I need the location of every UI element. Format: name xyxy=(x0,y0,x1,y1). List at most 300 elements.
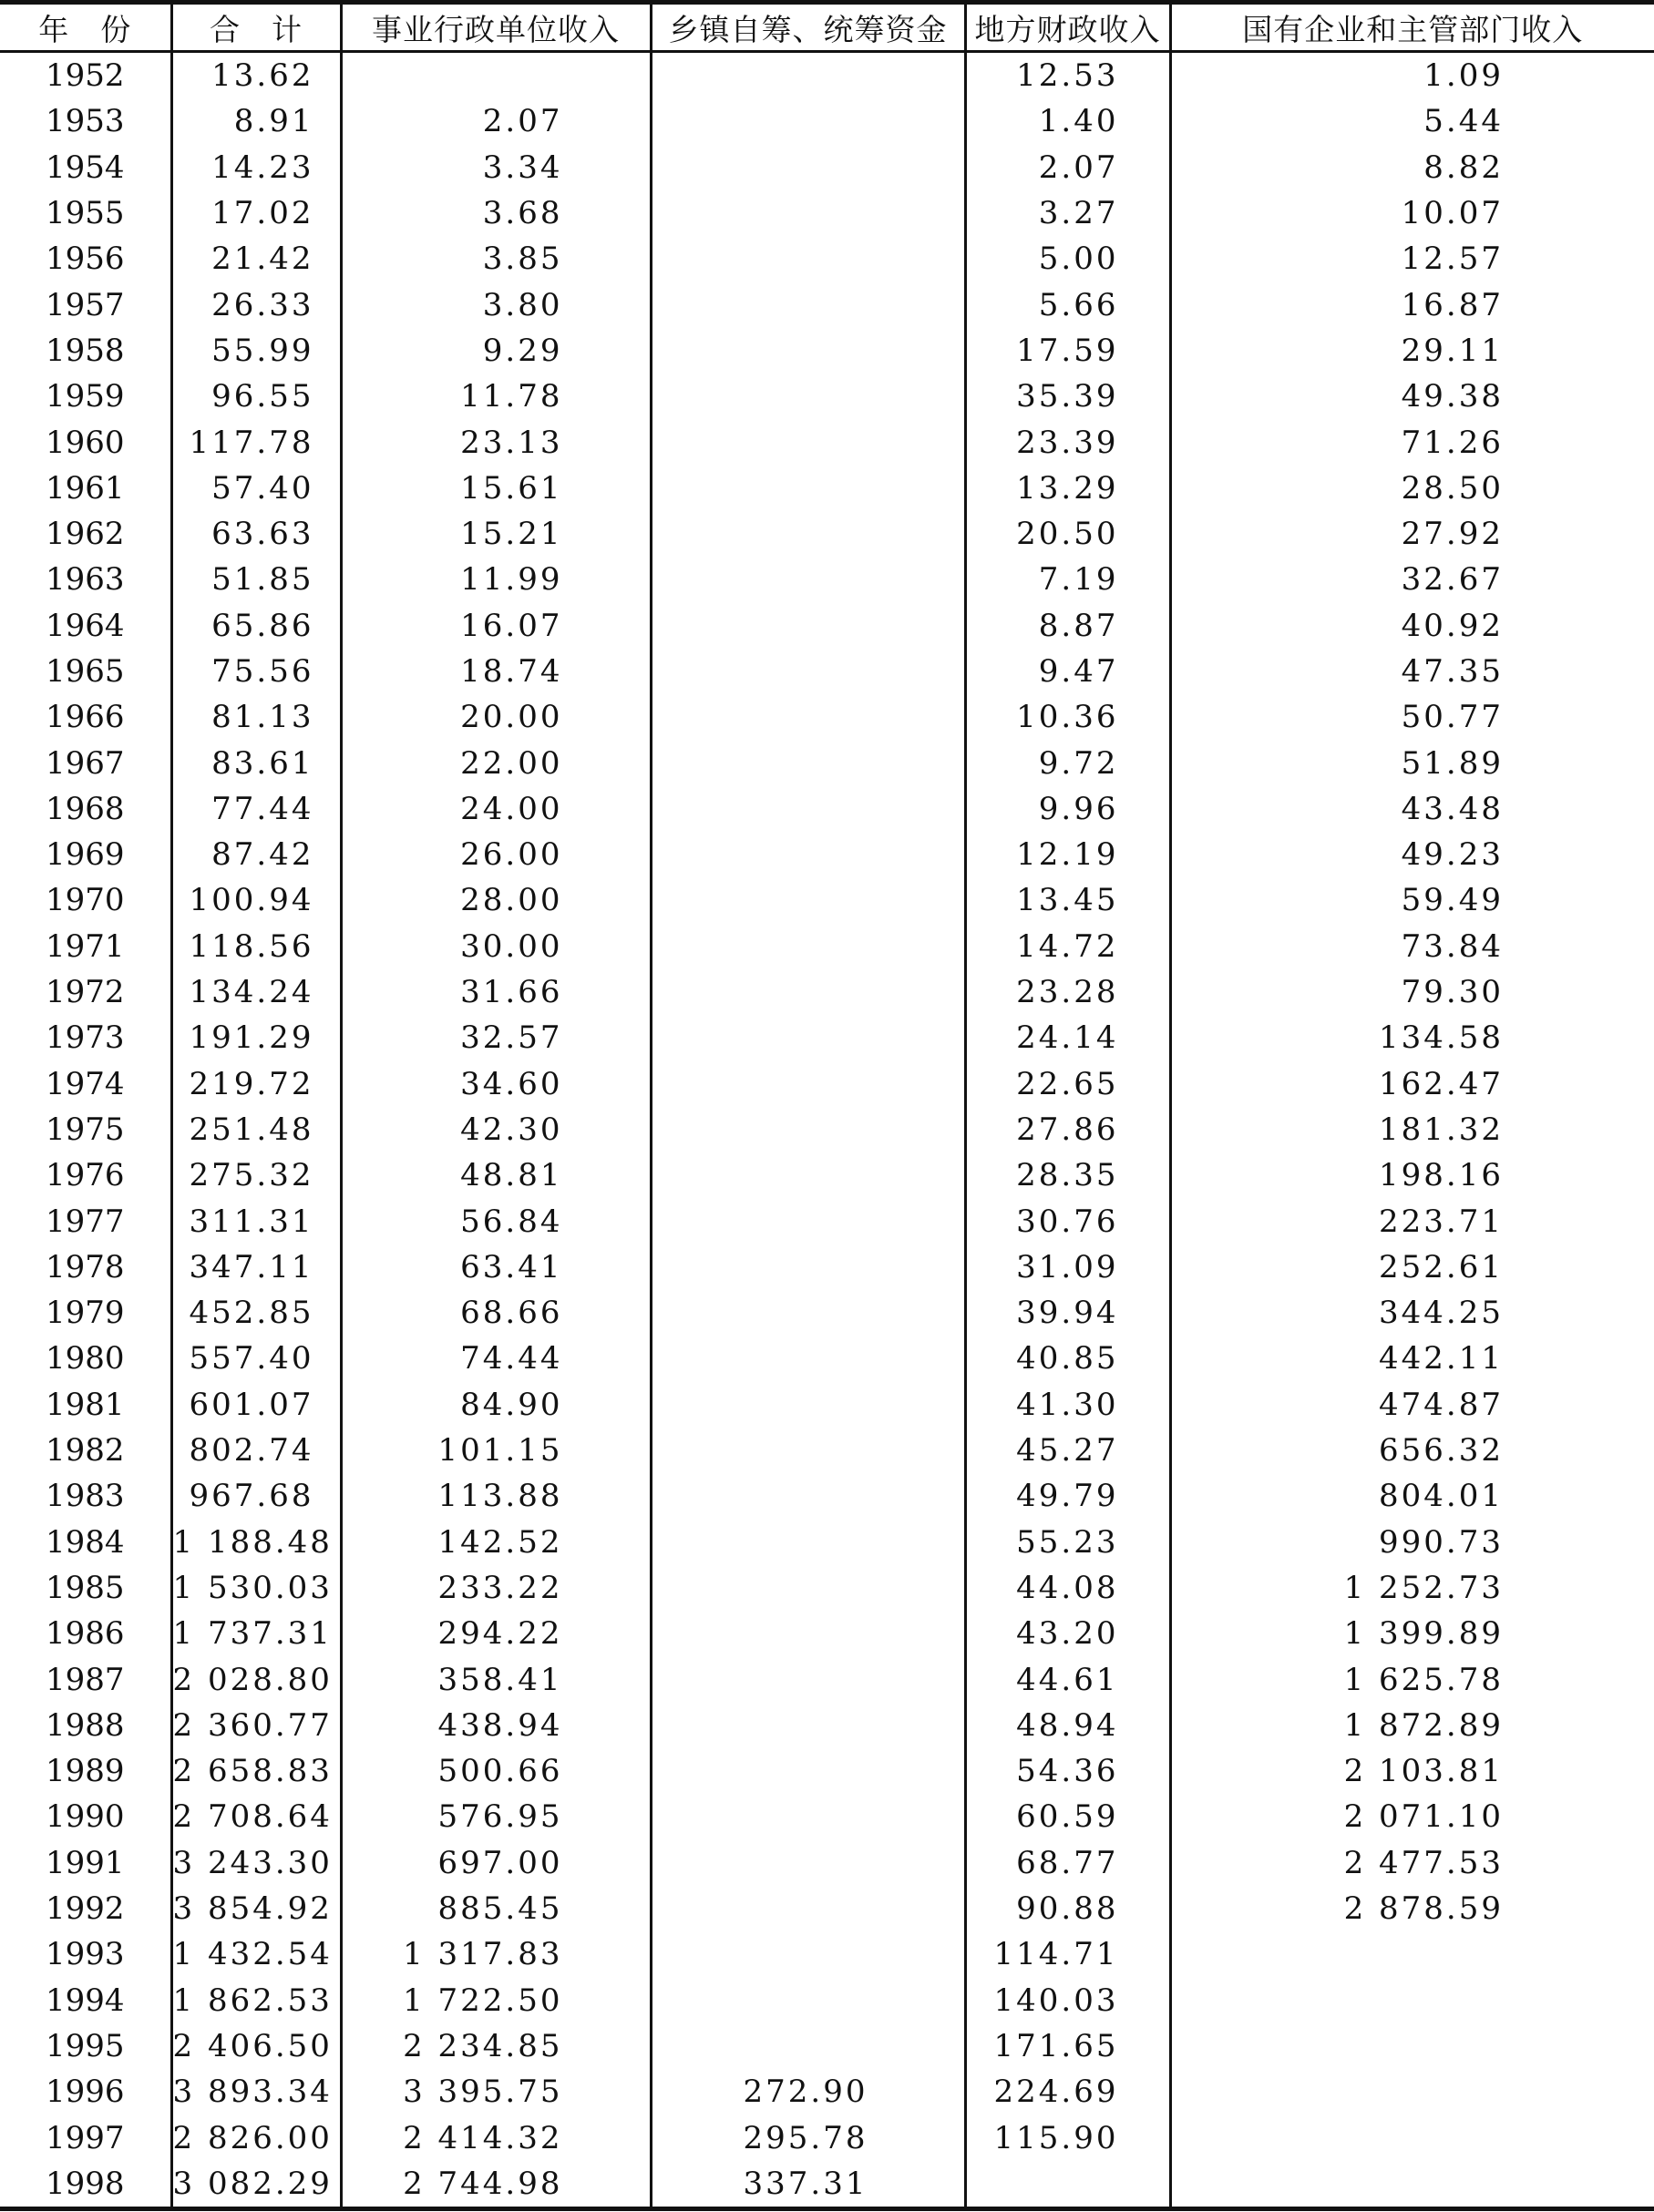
cell-township-funds xyxy=(651,236,965,282)
cell-institution-income: 294.22 xyxy=(341,1611,651,1656)
table-row xyxy=(0,1794,1654,1839)
cell-institution-income: 500.66 xyxy=(341,1748,651,1794)
cell-local-fiscal-income: 28.35 xyxy=(965,1152,1170,1198)
cell-township-funds xyxy=(651,740,965,785)
cell-soe-income: 40.92 xyxy=(1170,603,1654,649)
cell-total: 2 708.64 xyxy=(171,1794,341,1839)
cell-township-funds xyxy=(651,786,965,832)
cell-year: 1974 xyxy=(45,1065,125,1102)
table-row xyxy=(0,969,1654,1015)
cell-township-funds xyxy=(651,52,965,99)
cell-local-fiscal-income: 45.27 xyxy=(965,1428,1170,1473)
cell-soe-income: 2 477.53 xyxy=(1170,1840,1654,1886)
table-row xyxy=(0,786,1654,832)
cell-soe-income: 134.58 xyxy=(1170,1015,1654,1060)
cell-local-fiscal-income: 40.85 xyxy=(965,1336,1170,1381)
cell-total: 77.44 xyxy=(171,786,341,832)
table-row xyxy=(0,374,1654,419)
table-row xyxy=(0,1656,1654,1702)
cell-year: 1990 xyxy=(45,1798,125,1836)
cell-local-fiscal-income: 8.87 xyxy=(965,603,1170,649)
cell-institution-income: 233.22 xyxy=(341,1565,651,1611)
cell-township-funds xyxy=(651,649,965,694)
cell-township-funds xyxy=(651,1107,965,1152)
cell-institution-income: 9.29 xyxy=(341,328,651,374)
cell-institution-income: 3.34 xyxy=(341,145,651,190)
table-row xyxy=(0,1840,1654,1886)
cell-total: 967.68 xyxy=(171,1473,341,1519)
cell-soe-income: 181.32 xyxy=(1170,1107,1654,1152)
cell-township-funds xyxy=(651,98,965,144)
cell-total: 219.72 xyxy=(171,1061,341,1107)
cell-year: 1986 xyxy=(45,1615,125,1653)
cell-soe-income xyxy=(1170,1931,1654,1977)
cell-township-funds: 337.31 xyxy=(651,2161,965,2209)
cell-soe-income: 79.30 xyxy=(1170,969,1654,1015)
cell-institution-income: 31.66 xyxy=(341,969,651,1015)
cell-total: 8.91 xyxy=(171,98,341,144)
table-row xyxy=(0,740,1654,785)
cell-total: 452.85 xyxy=(171,1290,341,1336)
cell-soe-income: 28.50 xyxy=(1170,466,1654,511)
cell-township-funds xyxy=(651,190,965,236)
cell-soe-income: 8.82 xyxy=(1170,145,1654,190)
cell-soe-income: 252.61 xyxy=(1170,1244,1654,1290)
cell-local-fiscal-income: 9.96 xyxy=(965,786,1170,832)
cell-soe-income: 990.73 xyxy=(1170,1520,1654,1565)
table-row xyxy=(0,98,1654,144)
cell-local-fiscal-income: 9.72 xyxy=(965,740,1170,785)
cell-local-fiscal-income: 41.30 xyxy=(965,1382,1170,1428)
cell-soe-income: 47.35 xyxy=(1170,649,1654,694)
cell-institution-income: 34.60 xyxy=(341,1061,651,1107)
cell-local-fiscal-income: 13.29 xyxy=(965,466,1170,511)
cell-year: 1987 xyxy=(45,1661,125,1698)
cell-total: 134.24 xyxy=(171,969,341,1015)
cell-total: 96.55 xyxy=(171,374,341,419)
cell-township-funds xyxy=(651,694,965,740)
cell-year: 1973 xyxy=(45,1019,125,1057)
cell-local-fiscal-income: 90.88 xyxy=(965,1886,1170,1931)
cell-soe-income: 49.23 xyxy=(1170,832,1654,877)
cell-institution-income: 15.21 xyxy=(341,511,651,557)
cell-institution-income: 3.85 xyxy=(341,236,651,282)
cell-total: 1 737.31 xyxy=(171,1611,341,1656)
cell-local-fiscal-income: 13.45 xyxy=(965,877,1170,923)
cell-total: 2 406.50 xyxy=(171,2023,341,2069)
cell-local-fiscal-income: 43.20 xyxy=(965,1611,1170,1656)
table-row xyxy=(0,1336,1654,1381)
header-township-funds: 乡镇自筹、统筹资金 xyxy=(651,3,965,52)
cell-year: 1961 xyxy=(45,469,125,507)
cell-township-funds xyxy=(651,1382,965,1428)
cell-total: 1 432.54 xyxy=(171,1931,341,1977)
cell-township-funds xyxy=(651,557,965,602)
cell-year: 1985 xyxy=(45,1569,125,1606)
cell-soe-income: 656.32 xyxy=(1170,1428,1654,1473)
cell-township-funds: 272.90 xyxy=(651,2069,965,2115)
cell-soe-income xyxy=(1170,2115,1654,2160)
cell-township-funds xyxy=(651,1748,965,1794)
table-row xyxy=(0,282,1654,327)
cell-local-fiscal-income: 224.69 xyxy=(965,2069,1170,2115)
cell-total: 3 082.29 xyxy=(171,2161,341,2209)
cell-total: 118.56 xyxy=(171,924,341,969)
header-row xyxy=(0,3,1654,52)
cell-soe-income: 2 071.10 xyxy=(1170,1794,1654,1839)
cell-township-funds xyxy=(651,924,965,969)
cell-institution-income: 68.66 xyxy=(341,1290,651,1336)
cell-year: 1969 xyxy=(45,836,125,874)
cell-institution-income: 2 414.32 xyxy=(341,2115,651,2160)
cell-local-fiscal-income: 1.40 xyxy=(965,98,1170,144)
cell-institution-income: 697.00 xyxy=(341,1840,651,1886)
cell-total: 21.42 xyxy=(171,236,341,282)
cell-local-fiscal-income: 23.39 xyxy=(965,419,1170,465)
cell-soe-income: 804.01 xyxy=(1170,1473,1654,1519)
cell-year: 1957 xyxy=(45,286,125,323)
cell-total: 802.74 xyxy=(171,1428,341,1473)
cell-township-funds xyxy=(651,1840,965,1886)
cell-township-funds xyxy=(651,1473,965,1519)
table-row xyxy=(0,466,1654,511)
cell-soe-income: 162.47 xyxy=(1170,1061,1654,1107)
cell-local-fiscal-income: 5.66 xyxy=(965,282,1170,327)
table-row xyxy=(0,1473,1654,1519)
cell-soe-income: 16.87 xyxy=(1170,282,1654,327)
table-row xyxy=(0,1107,1654,1152)
cell-township-funds xyxy=(651,969,965,1015)
table-row xyxy=(0,2023,1654,2069)
cell-total: 2 826.00 xyxy=(171,2115,341,2160)
table-row xyxy=(0,1611,1654,1656)
cell-local-fiscal-income: 115.90 xyxy=(965,2115,1170,2160)
cell-institution-income: 1 722.50 xyxy=(341,1977,651,2023)
cell-year: 1980 xyxy=(45,1340,125,1377)
table-row xyxy=(0,1152,1654,1198)
cell-township-funds xyxy=(651,1977,965,2023)
cell-township-funds xyxy=(651,419,965,465)
cell-institution-income: 576.95 xyxy=(341,1794,651,1839)
cell-year: 1979 xyxy=(45,1295,125,1332)
cell-total: 251.48 xyxy=(171,1107,341,1152)
table-row xyxy=(0,2069,1654,2115)
cell-local-fiscal-income: 22.65 xyxy=(965,1061,1170,1107)
cell-institution-income: 26.00 xyxy=(341,832,651,877)
cell-soe-income xyxy=(1170,2069,1654,2115)
cell-total: 3 243.30 xyxy=(171,1840,341,1886)
cell-total: 87.42 xyxy=(171,832,341,877)
cell-institution-income: 20.00 xyxy=(341,694,651,740)
cell-local-fiscal-income: 54.36 xyxy=(965,1748,1170,1794)
cell-township-funds xyxy=(651,1198,965,1244)
cell-year: 1988 xyxy=(45,1706,125,1744)
cell-year: 1978 xyxy=(45,1248,125,1285)
cell-institution-income: 28.00 xyxy=(341,877,651,923)
cell-total: 601.07 xyxy=(171,1382,341,1428)
table-row xyxy=(0,190,1654,236)
cell-soe-income: 51.89 xyxy=(1170,740,1654,785)
cell-total: 2 658.83 xyxy=(171,1748,341,1794)
cell-total: 100.94 xyxy=(171,877,341,923)
cell-year: 1971 xyxy=(45,927,125,965)
cell-year: 1962 xyxy=(45,516,125,553)
cell-year: 1955 xyxy=(45,195,125,232)
cell-township-funds: 295.78 xyxy=(651,2115,965,2160)
cell-local-fiscal-income: 12.53 xyxy=(965,52,1170,99)
table-row xyxy=(0,649,1654,694)
cell-soe-income: 12.57 xyxy=(1170,236,1654,282)
cell-soe-income: 50.77 xyxy=(1170,694,1654,740)
cell-township-funds xyxy=(651,1290,965,1336)
cell-township-funds xyxy=(651,1656,965,1702)
table-row xyxy=(0,2161,1654,2209)
cell-soe-income xyxy=(1170,2023,1654,2069)
cell-year: 1956 xyxy=(45,241,125,278)
cell-total: 557.40 xyxy=(171,1336,341,1381)
cell-total: 1 188.48 xyxy=(171,1520,341,1565)
cell-institution-income: 48.81 xyxy=(341,1152,651,1198)
cell-soe-income: 344.25 xyxy=(1170,1290,1654,1336)
cell-institution-income: 142.52 xyxy=(341,1520,651,1565)
table-row xyxy=(0,1565,1654,1611)
cell-year: 1981 xyxy=(45,1386,125,1423)
cell-total: 2 028.80 xyxy=(171,1656,341,1702)
table-row xyxy=(0,694,1654,740)
table-row xyxy=(0,52,1654,99)
cell-year: 1952 xyxy=(45,57,125,95)
cell-institution-income: 3.68 xyxy=(341,190,651,236)
cell-local-fiscal-income: 44.08 xyxy=(965,1565,1170,1611)
cell-local-fiscal-income: 55.23 xyxy=(965,1520,1170,1565)
table-row xyxy=(0,1061,1654,1107)
table-row xyxy=(0,1703,1654,1748)
cell-institution-income: 2 744.98 xyxy=(341,2161,651,2209)
cell-year: 1995 xyxy=(45,2027,125,2064)
cell-total: 63.63 xyxy=(171,511,341,557)
cell-institution-income: 3.80 xyxy=(341,282,651,327)
cell-institution-income: 11.78 xyxy=(341,374,651,419)
cell-soe-income xyxy=(1170,1977,1654,2023)
cell-township-funds xyxy=(651,1061,965,1107)
cell-soe-income: 1 872.89 xyxy=(1170,1703,1654,1748)
cell-total: 3 854.92 xyxy=(171,1886,341,1931)
cell-institution-income: 42.30 xyxy=(341,1107,651,1152)
table-row xyxy=(0,145,1654,190)
cell-institution-income: 22.00 xyxy=(341,740,651,785)
cell-local-fiscal-income: 2.07 xyxy=(965,145,1170,190)
cell-soe-income: 73.84 xyxy=(1170,924,1654,969)
cell-local-fiscal-income: 10.36 xyxy=(965,694,1170,740)
cell-soe-income: 5.44 xyxy=(1170,98,1654,144)
cell-soe-income: 32.67 xyxy=(1170,557,1654,602)
cell-township-funds xyxy=(651,1703,965,1748)
cell-township-funds xyxy=(651,1520,965,1565)
cell-year: 1984 xyxy=(45,1523,125,1561)
cell-local-fiscal-income: 49.79 xyxy=(965,1473,1170,1519)
table-row xyxy=(0,1977,1654,2023)
table-row xyxy=(0,557,1654,602)
cell-year: 1977 xyxy=(45,1203,125,1240)
table-row xyxy=(0,1198,1654,1244)
cell-township-funds xyxy=(651,466,965,511)
cell-local-fiscal-income: 35.39 xyxy=(965,374,1170,419)
cell-institution-income: 101.15 xyxy=(341,1428,651,1473)
cell-institution-income: 438.94 xyxy=(341,1703,651,1748)
cell-township-funds xyxy=(651,374,965,419)
cell-local-fiscal-income: 27.86 xyxy=(965,1107,1170,1152)
cell-soe-income: 474.87 xyxy=(1170,1382,1654,1428)
cell-local-fiscal-income: 171.65 xyxy=(965,2023,1170,2069)
table-row xyxy=(0,1290,1654,1336)
table-body xyxy=(0,52,1654,2209)
cell-local-fiscal-income: 17.59 xyxy=(965,328,1170,374)
cell-total: 191.29 xyxy=(171,1015,341,1060)
cell-local-fiscal-income: 12.19 xyxy=(965,832,1170,877)
cell-year: 1996 xyxy=(45,2074,125,2111)
cell-total: 2 360.77 xyxy=(171,1703,341,1748)
cell-township-funds xyxy=(651,1152,965,1198)
cell-soe-income: 1 252.73 xyxy=(1170,1565,1654,1611)
cell-year: 1991 xyxy=(45,1844,125,1881)
cell-total: 3 893.34 xyxy=(171,2069,341,2115)
cell-local-fiscal-income: 30.76 xyxy=(965,1198,1170,1244)
cell-local-fiscal-income: 9.47 xyxy=(965,649,1170,694)
cell-total: 17.02 xyxy=(171,190,341,236)
cell-institution-income: 18.74 xyxy=(341,649,651,694)
header-institution-income: 事业行政单位收入 xyxy=(341,3,651,52)
cell-total: 13.62 xyxy=(171,52,341,99)
cell-year: 1998 xyxy=(45,2165,125,2202)
cell-township-funds xyxy=(651,832,965,877)
cell-soe-income: 1 625.78 xyxy=(1170,1656,1654,1702)
table-row xyxy=(0,511,1654,557)
table-row xyxy=(0,236,1654,282)
cell-township-funds xyxy=(651,1428,965,1473)
cell-institution-income: 113.88 xyxy=(341,1473,651,1519)
cell-institution-income: 16.07 xyxy=(341,603,651,649)
cell-institution-income xyxy=(341,52,651,99)
cell-institution-income: 24.00 xyxy=(341,786,651,832)
table-row xyxy=(0,924,1654,969)
cell-institution-income: 358.41 xyxy=(341,1656,651,1702)
cell-township-funds xyxy=(651,1886,965,1931)
cell-total: 14.23 xyxy=(171,145,341,190)
cell-township-funds xyxy=(651,1794,965,1839)
cell-year: 1997 xyxy=(45,2119,125,2156)
cell-year: 1994 xyxy=(45,1982,125,2019)
cell-institution-income: 11.99 xyxy=(341,557,651,602)
cell-total: 275.32 xyxy=(171,1152,341,1198)
cell-soe-income: 1.09 xyxy=(1170,52,1654,99)
cell-year: 1993 xyxy=(45,1936,125,1973)
cell-township-funds xyxy=(651,282,965,327)
cell-township-funds xyxy=(651,1565,965,1611)
table-row xyxy=(0,1931,1654,1977)
cell-institution-income: 56.84 xyxy=(341,1198,651,1244)
cell-soe-income: 1 399.89 xyxy=(1170,1611,1654,1656)
table-row xyxy=(0,328,1654,374)
cell-year: 1958 xyxy=(45,332,125,369)
table-row xyxy=(0,419,1654,465)
header-local-fiscal-income: 地方财政收入 xyxy=(965,3,1170,52)
cell-year: 1989 xyxy=(45,1753,125,1790)
cell-soe-income: 71.26 xyxy=(1170,419,1654,465)
cell-total: 57.40 xyxy=(171,466,341,511)
cell-year: 1954 xyxy=(45,148,125,186)
cell-institution-income: 63.41 xyxy=(341,1244,651,1290)
cell-year: 1966 xyxy=(45,699,125,736)
cell-institution-income: 1 317.83 xyxy=(341,1931,651,1977)
cell-total: 117.78 xyxy=(171,419,341,465)
cell-total: 26.33 xyxy=(171,282,341,327)
cell-institution-income: 2.07 xyxy=(341,98,651,144)
table-row xyxy=(0,603,1654,649)
cell-year: 1972 xyxy=(45,974,125,1011)
cell-soe-income: 10.07 xyxy=(1170,190,1654,236)
cell-township-funds xyxy=(651,877,965,923)
cell-soe-income: 27.92 xyxy=(1170,511,1654,557)
cell-institution-income: 23.13 xyxy=(341,419,651,465)
cell-total: 1 530.03 xyxy=(171,1565,341,1611)
cell-local-fiscal-income: 24.14 xyxy=(965,1015,1170,1060)
cell-township-funds xyxy=(651,1244,965,1290)
cell-local-fiscal-income: 5.00 xyxy=(965,236,1170,282)
cell-soe-income: 2 103.81 xyxy=(1170,1748,1654,1794)
cell-institution-income: 15.61 xyxy=(341,466,651,511)
cell-total: 347.11 xyxy=(171,1244,341,1290)
cell-total: 51.85 xyxy=(171,557,341,602)
cell-institution-income: 84.90 xyxy=(341,1382,651,1428)
header-total: 合 计 xyxy=(171,3,341,52)
cell-institution-income: 30.00 xyxy=(341,924,651,969)
cell-township-funds xyxy=(651,328,965,374)
cell-total: 55.99 xyxy=(171,328,341,374)
table-row xyxy=(0,1748,1654,1794)
cell-total: 81.13 xyxy=(171,694,341,740)
cell-institution-income: 885.45 xyxy=(341,1886,651,1931)
table-row xyxy=(0,1520,1654,1565)
cell-soe-income: 29.11 xyxy=(1170,328,1654,374)
table-row xyxy=(0,877,1654,923)
cell-local-fiscal-income: 20.50 xyxy=(965,511,1170,557)
cell-year: 1964 xyxy=(45,607,125,644)
cell-soe-income: 442.11 xyxy=(1170,1336,1654,1381)
cell-local-fiscal-income: 60.59 xyxy=(965,1794,1170,1839)
cell-total: 75.56 xyxy=(171,649,341,694)
cell-total: 311.31 xyxy=(171,1198,341,1244)
cell-institution-income: 2 234.85 xyxy=(341,2023,651,2069)
cell-year: 1953 xyxy=(45,103,125,140)
cell-soe-income: 49.38 xyxy=(1170,374,1654,419)
cell-year: 1960 xyxy=(45,424,125,461)
cell-year: 1975 xyxy=(45,1111,125,1148)
cell-institution-income: 74.44 xyxy=(341,1336,651,1381)
table-row xyxy=(0,2115,1654,2160)
cell-township-funds xyxy=(651,1336,965,1381)
cell-township-funds xyxy=(651,511,965,557)
cell-year: 1967 xyxy=(45,744,125,782)
cell-year: 1976 xyxy=(45,1157,125,1194)
table-row xyxy=(0,832,1654,877)
cell-soe-income: 59.49 xyxy=(1170,877,1654,923)
header-year: 年 份 xyxy=(0,3,171,52)
cell-township-funds xyxy=(651,145,965,190)
cell-year: 1983 xyxy=(45,1478,125,1515)
cell-local-fiscal-income: 3.27 xyxy=(965,190,1170,236)
cell-township-funds xyxy=(651,1015,965,1060)
cell-township-funds xyxy=(651,2023,965,2069)
